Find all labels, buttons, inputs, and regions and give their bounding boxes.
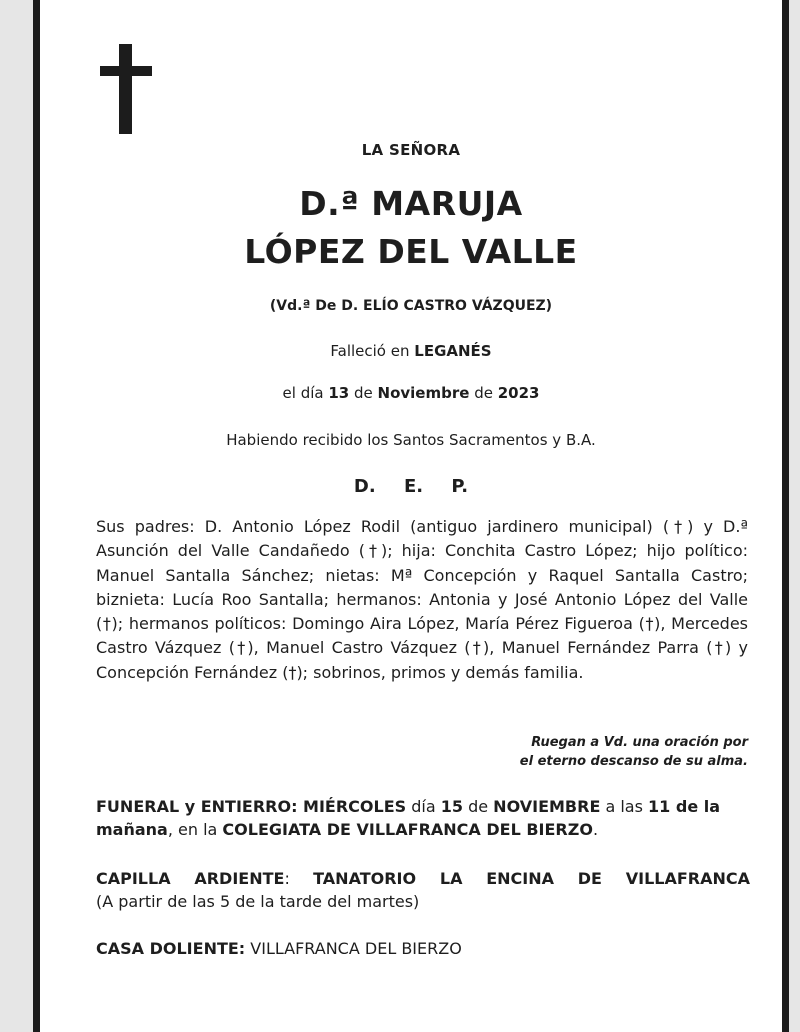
death-date: el día 13 de Noviembre de 2023 [282, 384, 540, 402]
title-label: LA SEÑORA [361, 141, 461, 159]
dep-abbreviation: D. E. P. [353, 476, 469, 497]
latin-cross-icon [100, 44, 152, 134]
deceased-name-line2: LÓPEZ DEL VALLE [244, 232, 578, 271]
widow-note: (Vd.ª De D. ELÍO CASTRO VÁZQUEZ) [269, 298, 553, 314]
funeral-info: FUNERAL y ENTIERRO: MIÉRCOLES día 15 de NOVIEMBRE a las 11 de la mañana, en la COLEGIATA DE VILLAFRANCA DEL BIERZO. [96, 797, 721, 839]
chapel-line: CAPILLA ARDIENTE: TANATORIO LA ENCINA DE VILLAFRANCA [96, 869, 750, 888]
house-of-mourning: CASA DOLIENTE: VILLAFRANCA DEL BIERZO [96, 939, 462, 958]
death-place: Falleció en LEGANÉS [330, 342, 492, 360]
chapel-note: (A partir de las 5 de la tarde del martes) [96, 892, 420, 911]
deceased-name-line1: D.ª MARUJA [299, 184, 523, 223]
family-list: Sus padres: D. Antonio López Rodil (antiguo jardinero municipal) (†) y D.ª Asunción del Valle Candañedo (†); hija: Conchita Castro López; hijo político: Manuel Santalla Sánchez; nietas: Mª Concepción y Raquel Santalla Castro; biznieta: Lucía Roo Santalla; hermanos: Antonia y José Antonio López del Valle (†); hermanos políticos: Domingo Aira López, María Pérez Figueroa (†), Mercedes Castro Vázquez (†), Manuel Castro Vázquez (†), Manuel Fernández Parra (†) y Concepción Fernández (†); sobrinos, primos y demás familia. [96, 517, 748, 682]
prayer-line-2: el eterno descanso de su alma. [519, 754, 748, 769]
prayer-line-1: Ruegan a Vd. una oración por [531, 735, 748, 750]
obituary-card [33, 0, 789, 1032]
prayer-request [340, 733, 748, 771]
chapel-info [96, 867, 750, 913]
sacraments-note: Habiendo recibido los Santos Sacramentos y B.A. [226, 431, 596, 449]
